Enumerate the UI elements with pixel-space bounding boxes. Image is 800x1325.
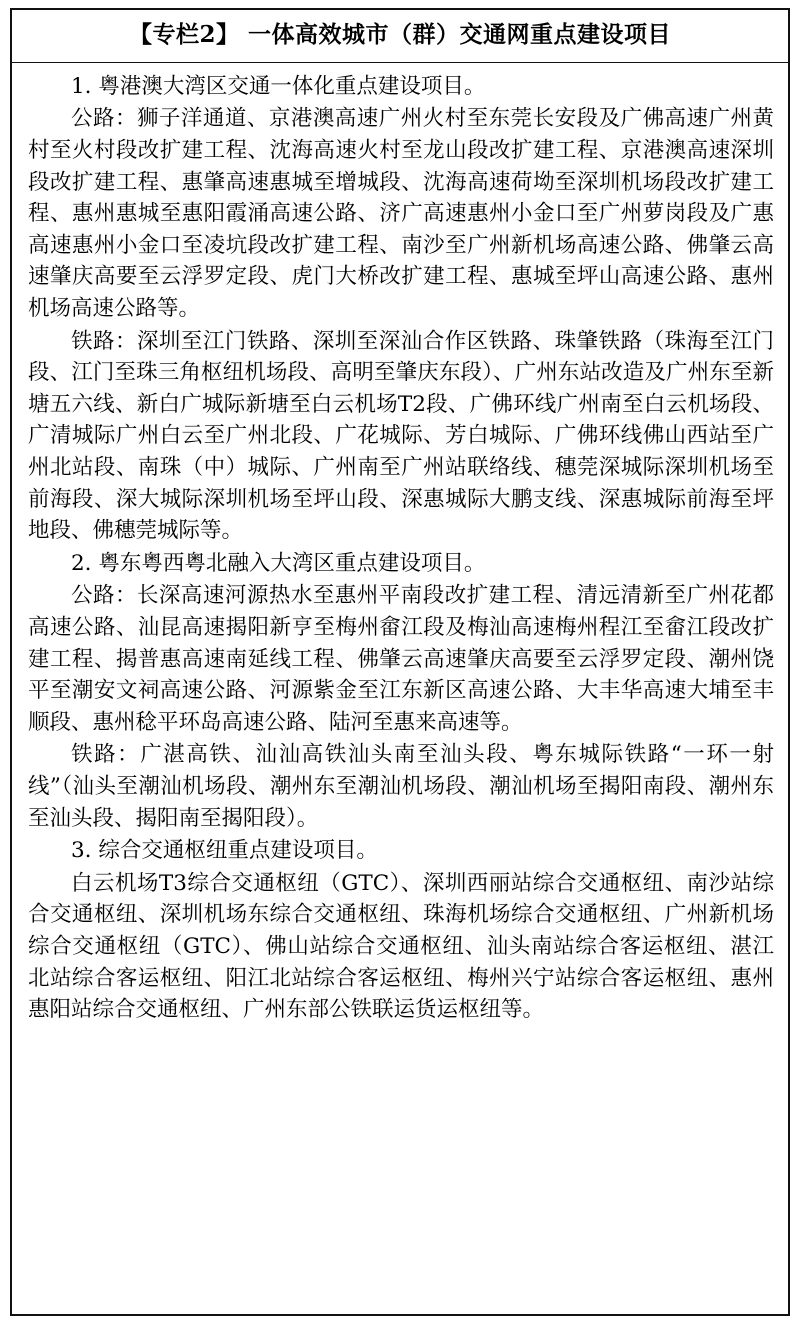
paragraph-item-3-heading: 3. 综合交通枢纽重点建设项目。 (71, 838, 378, 864)
box-title: 【专栏2】 一体高效城市（群）交通网重点建设项目 (128, 21, 671, 48)
box-content (12, 63, 788, 1033)
paragraph-item-2-heading: 2. 粤东粤西粤北融入大湾区重点建设项目。 (71, 550, 486, 576)
column-box (10, 8, 790, 1316)
paragraph-item-1-railway: 铁路：深圳至江门铁路、深圳至深汕合作区铁路、珠肇铁路（珠海至江门段、江门至珠三角枢纽机场段、高明至肇庆东段）、广州东站改造及广州东至新塘五六线、新白广城际新塘至白云机场T2段、广佛环线广州南至白云机场段、广清城际广州白云至广州北段、广花城际、芳白城际、广佛环线佛山西站至广州北站段、南珠（中）城际、广州南至广州站联络线、穗莞深城际深圳机场至前海段、深大城际深圳机场至坪山段、深惠城际大鹏支线、深惠城际前海至坪地段、佛穗莞城际等。 (28, 328, 774, 544)
box-title-bar (12, 10, 788, 63)
paragraph-item-2-highway: 公路：长深高速河源热水至惠州平南段改扩建工程、清远清新至广州花都高速公路、汕昆高速揭阳新亨至梅州畲江段及梅汕高速梅州程江至畲江段改扩建工程、揭普惠高速南延线工程、佛肇云高速肇庆高要至云浮罗定段、潮州饶平至潮安文祠高速公路、河源紫金至江东新区高速公路、大丰华高速大埔至丰顺段、惠州稔平环岛高速公路、陆河至惠来高速等。 (28, 583, 774, 735)
paragraph-item-2-railway: 铁路：广湛高铁、汕汕高铁汕头南至汕头段、粤东城际铁路“一环一射线”（汕头至潮汕机场段、潮州东至潮汕机场段、潮汕机场至揭阳南段、潮州东至汕头段、揭阳南至揭阳段）。 (28, 742, 774, 831)
paragraph-item-1-heading: 1. 粤港澳大湾区交通一体化重点建设项目。 (71, 73, 486, 99)
paragraph-item-1-highway: 公路：狮子洋通道、京港澳高速广州火村至东莞长安段及广佛高速广州黄村至火村段改扩建工程、沈海高速火村至龙山段改扩建工程、京港澳高速深圳段改扩建工程、惠肇高速惠城至增城段、沈海高速荷坳至深圳机场段改扩建工程、惠州惠城至惠阳霞涌高速公路、济广高速惠州小金口至广州萝岗段及广惠高速惠州小金口至凌坑段改扩建工程、南沙至广州新机场高速公路、佛肇云高速肇庆高要至云浮罗定段、虎门大桥改扩建工程、惠城至坪山高速公路、惠州机场高速公路等。 (28, 106, 774, 322)
paragraph-item-3-hubs: 白云机场T3综合交通枢纽（GTC）、深圳西丽站综合交通枢纽、南沙站综合交通枢纽、深圳机场东综合交通枢纽、珠海机场综合交通枢纽、广州新机场综合交通枢纽（GTC）、佛山站综合交通枢纽、汕头南站综合客运枢纽、湛江北站综合客运枢纽、阳江北站综合客运枢纽、梅州兴宁站综合客运枢纽、惠州惠阳站综合交通枢纽、广州东部公铁联运货运枢纽等。 (28, 870, 774, 1023)
